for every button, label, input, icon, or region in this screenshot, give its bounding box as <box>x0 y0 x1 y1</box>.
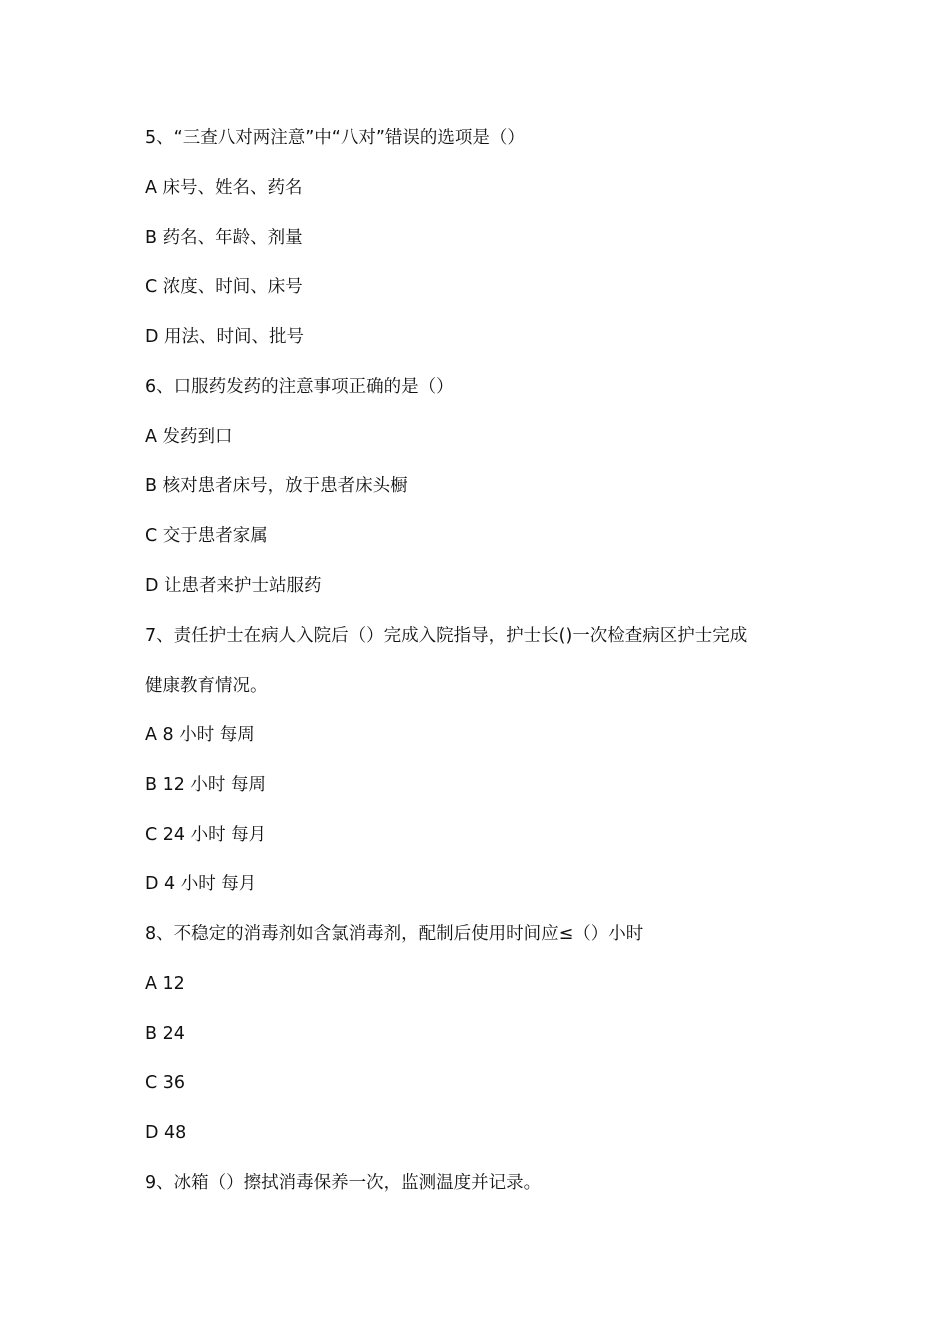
question-8-stem: 8、不稳定的消毒剂如含氯消毒剂，配制后使用时间应≤（）小时 <box>145 924 644 944</box>
question-7-option-c: C 24 小时 每月 <box>145 825 267 845</box>
question-5-stem: 5、“三查八对两注意”中“八对”错误的选项是（） <box>145 128 525 148</box>
question-8-option-d: D 48 <box>145 1123 187 1143</box>
question-8-option-b: B 24 <box>145 1024 185 1044</box>
question-8-option-c: C 36 <box>145 1073 186 1093</box>
question-7-option-b: B 12 小时 每周 <box>145 775 266 795</box>
question-9-stem: 9、冰箱（）擦拭消毒保养一次，监测温度并记录。 <box>145 1173 542 1193</box>
question-8-option-a: A 12 <box>145 974 185 994</box>
question-5-option-d: D 用法、时间、批号 <box>145 327 305 347</box>
question-6-option-a: A 发药到口 <box>145 427 233 447</box>
question-6-option-b: B 核对患者床号，放于患者床头橱 <box>145 476 408 496</box>
question-6-option-d: D 让患者来护士站服药 <box>145 576 322 596</box>
question-5-option-b: B 药名、年龄、剂量 <box>145 228 303 248</box>
question-6-stem: 6、口服药发药的注意事项正确的是（） <box>145 377 454 397</box>
question-5-option-c: C 浓度、时间、床号 <box>145 277 303 297</box>
question-7-option-d: D 4 小时 每月 <box>145 874 257 894</box>
question-7-stem-line-1: 7、责任护士在病人入院后（）完成入院指导，护士长()一次检查病区护士完成 <box>145 626 748 646</box>
question-6-option-c: C 交于患者家属 <box>145 526 268 546</box>
question-7-stem-line-2: 健康教育情况。 <box>145 676 268 696</box>
question-7-option-a: A 8 小时 每周 <box>145 725 255 745</box>
question-5-option-a: A 床号、姓名、药名 <box>145 178 303 198</box>
